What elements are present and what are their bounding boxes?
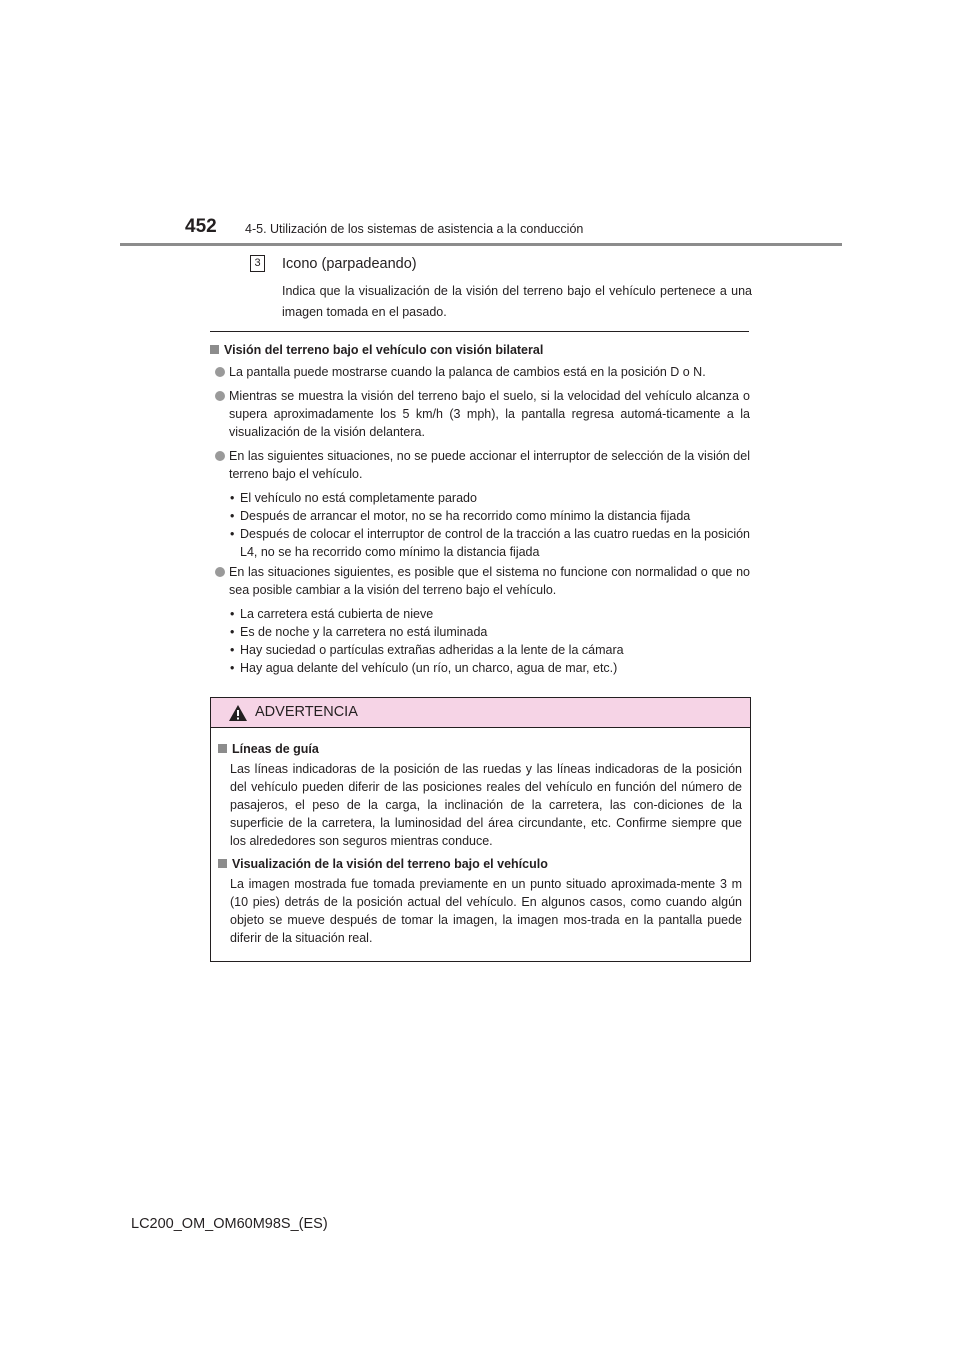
sub-bullet-item: • Después de arrancar el motor, no se ha recorrido como mínimo la distancia fijada	[210, 507, 750, 525]
list-item-text: Mientras se muestra la visión del terreno bajo el suelo, si la velocidad del vehículo alcanza o supera aproximadamente los 5 km/h (3 mph), la pantalla regresa automá-ticamente a la visualización de la visión delantera.	[229, 389, 750, 439]
warning-paragraph: Las líneas indicadoras de la posición de las ruedas y las líneas indicadoras de la posición del vehículo pueden diferir de las posiciones reales del vehículo en función del número de pasajeros, el peso de la carga, la inclinación de la carretera, las con-diciones de la superficie de la carretera, la luminosidad del área circundante, etc. Confirme siempre que los alrededores son seguros mientras conduce.	[230, 762, 742, 848]
list-item-text: En las situaciones siguientes, es posible que el sistema no funcione con normalidad o que no sea posible cambiar a la visión del terreno bajo el vehículo.	[229, 565, 750, 597]
warning-heading-text: Líneas de guía	[232, 742, 319, 756]
warning-heading	[218, 855, 742, 873]
list-item	[210, 563, 750, 599]
section-body	[210, 341, 750, 679]
section-divider	[210, 331, 749, 332]
sub-bullet-item: • Es de noche y la carretera no está iluminada	[210, 623, 750, 641]
list-item	[210, 387, 750, 441]
warning-heading-text: Visualización de la visión del terreno bajo el vehículo	[232, 857, 548, 871]
square-bullet-icon	[210, 345, 219, 354]
warning-heading	[218, 740, 742, 758]
item-description: Indica que la visualización de la visión del terreno bajo el vehículo pertenece a una imagen tomada en el pasado.	[282, 284, 752, 319]
warning-triangle-icon	[228, 704, 248, 722]
round-bullet-icon	[215, 451, 225, 461]
sub-bullet-item: • Hay suciedad o partículas extrañas adheridas a la lente de la cámara	[210, 641, 750, 659]
square-bullet-icon	[218, 744, 227, 753]
sub-bullet-list	[210, 489, 750, 561]
warning-paragraph: La imagen mostrada fue tomada previamente en un punto situado aproximada-mente 3 m (10 pies) detrás de la posición actual del vehículo. En algunos casos, como cuando algún objeto se mueve después de tomar la imagen, la imagen mos-trada en la pantalla puede diferir de la situación real.	[230, 877, 742, 945]
round-bullet-icon	[215, 391, 225, 401]
list-item	[210, 447, 750, 483]
section-heading-text: Visión del terreno bajo el vehículo con visión bilateral	[224, 343, 544, 357]
round-bullet-icon	[215, 367, 225, 377]
item-title: Icono (parpadeando)	[282, 256, 417, 272]
square-bullet-icon	[218, 859, 227, 868]
warning-box	[210, 697, 751, 962]
list-item	[210, 363, 750, 381]
warning-body	[211, 728, 750, 947]
sub-bullet-item: • Hay agua delante del vehículo (un río, un charco, agua de mar, etc.)	[210, 659, 750, 677]
list-item-text: En las siguientes situaciones, no se puede accionar el interruptor de selección de la visión del terreno bajo el vehículo.	[229, 449, 750, 481]
list-item-text: La pantalla puede mostrarse cuando la palanca de cambios está en la posición D o N.	[229, 365, 706, 379]
sub-bullet-list	[210, 605, 750, 677]
section-heading	[210, 341, 750, 359]
warning-title: ADVERTENCIA	[255, 704, 358, 720]
sub-bullet-item: • El vehículo no está completamente parado	[210, 489, 750, 507]
page-number: 452	[185, 216, 217, 237]
item-number-badge: 3	[250, 255, 265, 272]
round-bullet-icon	[215, 567, 225, 577]
header-divider	[120, 243, 842, 246]
sub-bullet-item: • La carretera está cubierta de nieve	[210, 605, 750, 623]
sub-bullet-item: • Después de colocar el interruptor de control de la tracción a las cuatro ruedas en la posición L4, no se ha recorrido como mínimo la distancia fijada	[210, 525, 750, 561]
warning-header	[211, 698, 750, 728]
chapter-title: 4-5. Utilización de los sistemas de asistencia a la conducción	[245, 222, 584, 236]
footer-document-code: LC200_OM_OM60M98S_(ES)	[131, 1216, 328, 1232]
